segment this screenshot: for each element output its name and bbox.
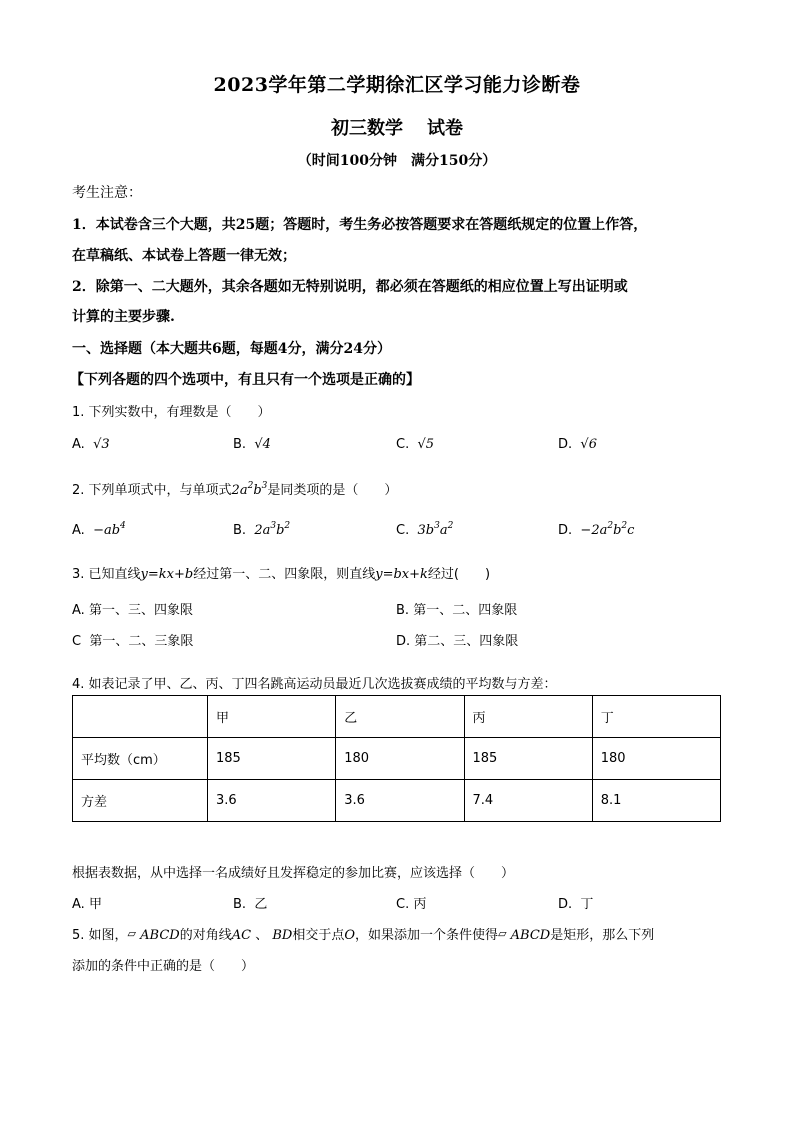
q1-option-c: C. √5 bbox=[396, 437, 435, 452]
stats-table bbox=[72, 695, 721, 822]
table-cell: 180 bbox=[336, 738, 464, 780]
q3-option-c: C 第一、二、三象限 bbox=[72, 634, 194, 649]
q1-option-d: D. √6 bbox=[558, 437, 597, 452]
notice-item-2-line-2: 计算的主要步骤. bbox=[72, 309, 175, 325]
q4-option-c: C. 丙 bbox=[396, 897, 427, 912]
parallelogram-icon: ▱ bbox=[127, 927, 137, 940]
table-cell: 3.6 bbox=[336, 780, 464, 822]
subject-label: 初三数学 bbox=[331, 118, 403, 139]
q2-option-d: D. $-2a^2b^2c$ bbox=[558, 521, 635, 538]
q3-option-b: B. 第一、二、四象限 bbox=[396, 603, 518, 618]
q4-option-b: B. 乙 bbox=[233, 897, 268, 912]
table-cell: 185 bbox=[464, 738, 592, 780]
table-header-cell: 丙 bbox=[464, 696, 592, 738]
table-cell: 7.4 bbox=[464, 780, 592, 822]
table-cell: 180 bbox=[592, 738, 720, 780]
q1-option-a: A. √3 bbox=[72, 437, 110, 452]
notice-heading: 考生注意： bbox=[72, 185, 142, 201]
question-4-prompt: 根据表数据，从中选择一名成绩好且发挥稳定的参加比赛，应该选择（ ） bbox=[72, 866, 515, 881]
q3-option-a: A. 第一、三、四象限 bbox=[72, 603, 193, 618]
table-cell: 185 bbox=[208, 738, 336, 780]
exam-subtitle bbox=[0, 114, 794, 140]
q4-option-d: D. 丁 bbox=[558, 897, 594, 912]
question-2-stem: 2. 下列单项式中，与单项式$2a^2b^3$是同类项的是（ ） bbox=[72, 481, 398, 498]
table-header-cell: 乙 bbox=[336, 696, 464, 738]
q2-option-c: C. $3b^3a^2$ bbox=[396, 521, 454, 538]
notice-item-1-line-1: 1．本试卷含三个大题，共25题；答题时，考生务必按答题要求在答题纸规定的位置上作答， bbox=[72, 217, 648, 233]
exam-title: 2023学年第二学期徐汇区学习能力诊断卷 bbox=[213, 74, 581, 96]
paper-label: 试卷 bbox=[427, 118, 463, 139]
notice-item-2-line-1: 2．除第一、二大题外，其余各题如无特别说明，都必须在答题纸的相应位置上写出证明或 bbox=[72, 279, 628, 295]
table-row bbox=[73, 738, 721, 780]
question-5-stem-line-1: 5. 如图，▱ ABCD的对角线AC 、 BD相交于点O，如果添加一个条件使得▱ ABCD是矩形，那么下列 bbox=[72, 927, 655, 943]
table-row bbox=[73, 780, 721, 822]
question-3-stem: 3. 已知直线y=kx+b经过第一、二、四象限，则直线y=bx+k经过( ) bbox=[72, 567, 491, 582]
table-header-cell: 甲 bbox=[208, 696, 336, 738]
notice-item-1-line-2: 在草稿纸、本试卷上答题一律无效； bbox=[72, 248, 296, 264]
q3-option-d: D. 第二、三、四象限 bbox=[396, 634, 519, 649]
q2-option-b: B. $2a^3b^2$ bbox=[233, 521, 291, 538]
question-1-stem: 1. 下列实数中，有理数是（ ） bbox=[72, 405, 271, 420]
q1-option-b: B. √4 bbox=[233, 437, 271, 452]
section-1-heading: 一、选择题（本大题共6题，每题4分，满分24分） bbox=[72, 341, 391, 357]
q2-option-a: A. $-ab^4$ bbox=[72, 521, 126, 538]
time-info: （时间100分钟 满分150分） bbox=[297, 153, 497, 169]
table-header-cell: 丁 bbox=[592, 696, 720, 738]
section-1-instruction: 【下列各题的四个选项中，有且只有一个选项是正确的】 bbox=[70, 372, 420, 388]
table-cell: 8.1 bbox=[592, 780, 720, 822]
table-cell: 3.6 bbox=[208, 780, 336, 822]
question-4-stem: 4. 如表记录了甲、乙、丙、丁四名跳高运动员最近几次选拔赛成绩的平均数与方差： bbox=[72, 677, 557, 692]
q4-option-a: A. 甲 bbox=[72, 897, 102, 912]
table-header-row bbox=[73, 696, 721, 738]
table-cell: 方差 bbox=[73, 780, 208, 822]
parallelogram-icon: ▱ bbox=[498, 927, 507, 940]
table-cell: 平均数（cm） bbox=[73, 738, 208, 780]
question-5-stem-line-2: 添加的条件中正确的是（ ） bbox=[72, 959, 255, 974]
table-header-cell bbox=[73, 696, 208, 738]
